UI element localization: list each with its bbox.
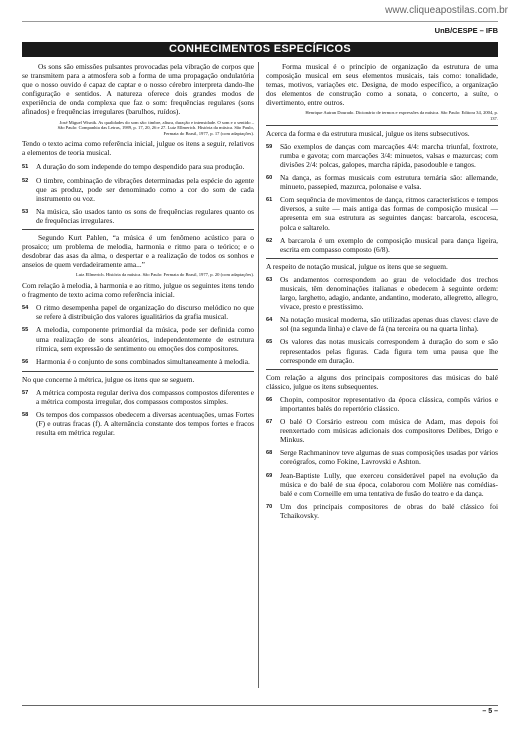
base-text: Forma musical é o princípio de organização da estrutura de uma composição musical em seus elementos musicais, tais como: tonalidade, temas, motivos, variações etc. Designa, de modo específico, a organização dos elementos de construção como a sonata, o concerto, a suíte, o divertimento, entre outros. [266, 62, 498, 108]
question-item [266, 142, 498, 169]
question-item [266, 417, 498, 444]
question-number: 62 [266, 237, 273, 244]
question-number: 51 [22, 163, 29, 170]
question-text: Serge Rachmaninov teve algumas de suas composições usadas por vários coreógrafos, como Fokine, Lavrovski e Ashton. [280, 448, 498, 467]
question-number: 52 [22, 177, 29, 184]
section-rule [266, 125, 498, 126]
section-rule [22, 371, 254, 372]
question-number: 59 [266, 143, 273, 150]
question-number: 53 [22, 208, 29, 215]
question-text: O balé O Corsário estreou com música de Adam, mas depois foi reenxertado com músicas adicionais dos compositores Delibes, Drigo e Minkus. [280, 417, 498, 445]
question-number: 54 [22, 305, 29, 312]
question-text: Um dos principais compositores de obras do balé clássico foi Tchaikovsky. [280, 501, 498, 520]
instruction: Tendo o texto acima como referência inicial, julgue os itens a seguir, relativos a elementos de teoria musical. [22, 139, 254, 158]
citation: José Miguel Wisnik. As qualidades do som são: timbre, altura, duração e intensidade. O som e o sentido – São Paulo: Companhia das Letras, 1989, p. 17, 20, 26 e 27. Luiz Ellmerich. História da música. São Paulo, Fermata do Brasil, 1977, p. 17 (com adaptações). [57, 119, 254, 136]
question-item [22, 388, 254, 406]
question-number: 65 [266, 339, 273, 346]
instruction: Com relação à melodia, à harmonia e ao ritmo, julgue os seguintes itens tendo o fragmento de texto acima como referência inicial. [22, 281, 254, 300]
question-item [266, 502, 498, 520]
question-text: Jean-Baptiste Lully, que exerceu considerável papel na evolução da música e do balé de sua época, colaborou com Molière nas comédias-balé e com Corneille em uma tentativa de fusão do teatro e da dança. [280, 470, 498, 498]
question-text: Na música, são usados tanto os sons de frequências regulares quanto os de frequências irregulares. [36, 206, 254, 225]
question-number: 57 [22, 389, 29, 396]
question-item [266, 195, 498, 231]
question-item [22, 176, 254, 203]
citation: Henrique Autran Dourado. Dicionário de termos e expressões da música. São Paulo: Editora 34, 2004, p. 137. [305, 110, 498, 122]
question-number: 67 [266, 419, 273, 426]
question-text: A barcarola é um exemplo de composição musical para dança ligeira, escrita em compasso composto (6/8). [280, 235, 498, 254]
instruction: A respeito de notação musical, julgue os itens que se seguem. [266, 261, 448, 271]
citation: Luiz Ellmerich. História da música. São Paulo: Fermata do Brasil, 1977, p. 20 (com adaptações). [75, 272, 254, 278]
question-number: 55 [22, 327, 29, 334]
question-item [22, 410, 254, 437]
question-item [266, 315, 498, 333]
question-item [22, 303, 254, 321]
section-rule [266, 369, 498, 370]
question-item [266, 395, 498, 413]
question-text: A duração do som independe do tempo despendido para sua produção. [36, 161, 245, 171]
question-text: Na notação musical moderna, são utilizadas apenas duas claves: clave de sol (na segunda linha) e clave de fá (na terceira ou na quarta linha). [280, 315, 498, 334]
question-text: Harmonia é o conjunto de sons combinados simultaneamente à melodia. [36, 356, 250, 366]
question-item [22, 325, 254, 352]
column-divider [258, 62, 259, 688]
question-text: A melodia, componente primordial da música, pode ser definida como uma realização de sons aleatórios, independentemente de estrutura rítmica, sem expressão de sentimento ou emoções dos compositores. [36, 325, 254, 353]
section-rule [266, 258, 498, 259]
question-text: Os valores das notas musicais correspondem à duração do som e são representados pelas figuras. Cada figura tem uma pausa que lhe corresponde em duração. [280, 337, 498, 365]
question-item [22, 357, 254, 367]
question-item [266, 173, 498, 191]
question-text: São exemplos de danças com marcações 4/4: marcha triunfal, foxtrote, rumba e gavota; com marcações 3/4: minuetos, valsas e mazurcas; com divisões 2/4: polcas, galopes, marcha rápida, pasodouble e tangos. [280, 141, 498, 169]
question-number: 64 [266, 317, 273, 324]
question-number: 66 [266, 396, 273, 403]
question-number: 61 [266, 197, 273, 204]
question-text: O ritmo desempenha papel de organização do discurso melódico no que se refere à distribuição dos valores igualitários da grafia musical. [36, 303, 254, 322]
question-text: Com sequência de movimentos de dança, ritmos característicos e tempos diversos, a suíte — mais antiga das formas de composição musical — apresenta em sua estrutura as seguintes danças: barcarola, escocesa, polca e saltarelo. [280, 195, 498, 232]
instruction: Acerca da forma e da estrutura musical, julgue os itens subsecutivos. [266, 128, 470, 138]
exam-org-label: UnB/CESPE – IFB [434, 26, 498, 35]
question-item [266, 275, 498, 311]
question-text: O timbre, combinação de vibrações determinadas pela espécie do agente que as produz, pode ser denominado como a cor do som de cada instrumento ou voz. [36, 175, 254, 203]
question-text: Os tempos dos compassos obedecem a diversas acentuações, umas Fortes (F) e outras fracas (f). A alternância constante dos tempos fortes e fracos resulta em métrica regular. [36, 410, 254, 438]
question-text: A métrica composta regular deriva dos compassos compostos diferentes e a métrica composta irregular, dos compassos compostos simples. [36, 387, 254, 406]
question-number: 68 [266, 450, 273, 457]
question-number: 69 [266, 472, 273, 479]
base-text: Os sons são emissões pulsantes provocadas pela vibração de corpos que se transmitem para a atmosfera sob a forma de uma propagação ondulatória que o nosso ouvido é capaz de captar e o nosso cérebro interpreta dando-lhe configuração e sentidos. A natureza oferece dois grandes modos de experiência de onda complexa que faz o som: frequências regulares (sons afinados) e frequências irregulares (barulhos, ruídos). [22, 62, 254, 117]
instruction: Com relação a alguns dos principais compositores das músicas do balé clássico, julgue os itens subsequentes. [266, 372, 498, 391]
section-title: CONHECIMENTOS ESPECÍFICOS [22, 42, 498, 57]
footer-divider [22, 705, 498, 706]
right-column [266, 62, 498, 524]
question-text: Os andamentos correspondem ao grau de velocidade dos trechos musicais, têm denominações italianas e obedecem à seguinte ordem: largo, larghetto, adagio, andante, andantino, moderato, allegretto, allegro, vivace, presto e prestíssimo. [280, 274, 498, 312]
page-number: – 5 – [482, 708, 498, 715]
question-item [266, 337, 498, 364]
header-divider [22, 21, 498, 22]
base-text: Segundo Kurt Pahlen, “a música é um fenômeno acústico para o prosaico; um problema de melodia, harmonia e ritmo para o teórico; e o desdobrar das asas da alma, o despertar e a realização de todos os sonhos e anseios de quem verdadeiramente ama...” [22, 233, 254, 270]
question-number: 60 [266, 175, 273, 182]
site-url: www.cliqueapostilas.com.br [385, 5, 508, 16]
question-item [22, 207, 254, 225]
left-column [22, 62, 254, 441]
question-number: 70 [266, 503, 273, 510]
section-rule [22, 229, 254, 230]
question-number: 56 [22, 358, 29, 365]
question-item [266, 448, 498, 466]
question-item [266, 236, 498, 254]
question-item [22, 162, 254, 172]
question-number: 63 [266, 276, 273, 283]
instruction: No que concerne à métrica, julgue os itens que se seguem. [22, 374, 195, 384]
question-item [266, 471, 498, 498]
question-text: Na dança, as formas musicais com estrutura ternária são: allemande, minueto, passepied, mazurca, polonaise e valsa. [280, 173, 498, 192]
question-text: Chopin, compositor representativo da época clássica, compôs vários e importantes balés do repertório clássico. [280, 394, 498, 413]
question-number: 58 [22, 412, 29, 419]
